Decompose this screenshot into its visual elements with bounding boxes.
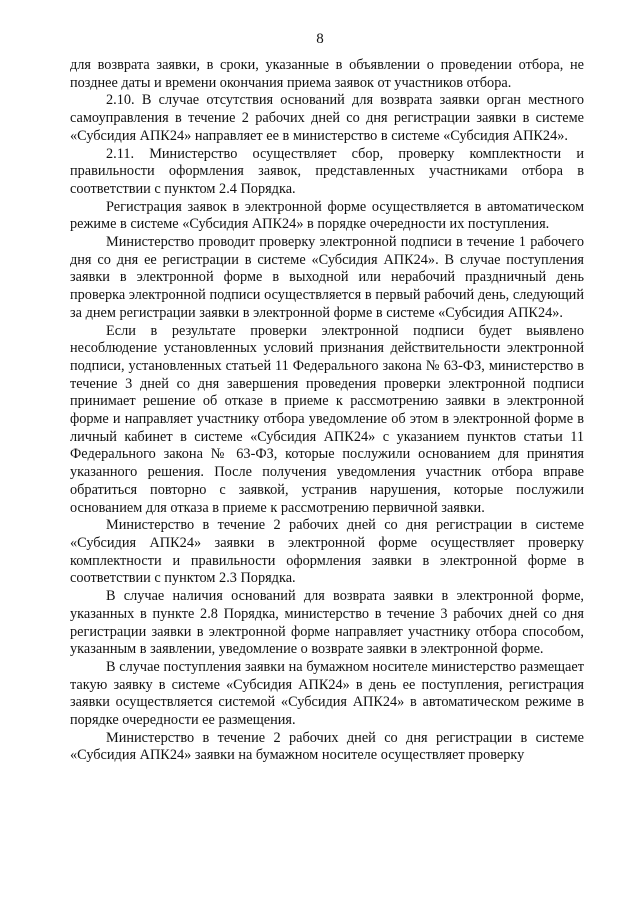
paragraph: для возврата заявки, в сроки, указанные в объявлении о проведении отбора, не позднее даты и времени окончания приема заявок от участников отбора. [70, 57, 584, 91]
paragraph: 2.11. Министерство осуществляет сбор, проверку комплектности и правильности оформления заявок, представленных участниками отбора в соответствии с пунктом 2.4 Порядка. [70, 145, 584, 197]
paragraph: В случае наличия оснований для возврата заявки в электронной форме, указанных в пункте 2.8 Порядка, министерство в течение 3 рабочих дней со дня регистрации заявки в электронной форме направляет участнику отбора способом, указанным в заявлении, уведомление о возврате заявки в электронной форме. [70, 588, 584, 658]
paragraph: Регистрация заявок в электронной форме осуществляется в автоматическом режиме в системе «Субсидия АПК24» в порядке очередности их поступления. [70, 198, 584, 233]
paragraph: Министерство в течение 2 рабочих дней со дня регистрации в системе «Субсидия АПК24» заявки в электронной форме осуществляет проверку комплектности и правильности оформления заявки в электронной форме в соответствии с пунктом 2.3 Порядка. [70, 517, 584, 587]
paragraph: Министерство проводит проверку электронной подписи в течение 1 рабочего дня со дня ее регистрации в системе «Субсидия АПК24». В случае поступления заявки в электронной форме в выходной или нерабочий праздничный день проверка электронной подписи осуществляется в первый рабочий день, следующий за днем регистрации заявки в электронной форме в системе «Субсидия АПК24». [70, 234, 584, 321]
page-number: 8 [316, 31, 324, 47]
paragraph: Если в результате проверки электронной подписи будет выявлено несоблюдение установленных условий признания действительности электронной подписи, установленных статьей 11 Федерального закона № 63-ФЗ, министерство в течение 3 дней со дня завершения проведения проверки электронной подписи принимает решение об отказе в приеме к рассмотрению заявки в электронной форме и направляет участнику отбора уведомление об этом в электронной форме в личный кабинет в системе «Субсидия АПК24» с указанием пунктов статьи 11 Федерального закона № 63-ФЗ, которые послужили основанием для принятия указанного решения. После получения уведомления участник отбора вправе обратиться повторно с заявкой, устранив нарушения, которые послужили основанием для отказа в приеме к рассмотрению первичной заявки. [70, 322, 584, 516]
paragraph: В случае поступления заявки на бумажном носителе министерство размещает такую заявку в системе «Субсидия АПК24» в день ее поступления, регистрация заявки осуществляется системой «Субсидия АПК24» в автоматическом режиме в порядке очередности ее размещения. [70, 658, 584, 729]
paragraph: Министерство в течение 2 рабочих дней со дня регистрации в системе «Субсидия АПК24» заявки на бумажном носителе осуществляет проверку [70, 729, 584, 764]
paragraph: 2.10. В случае отсутствия оснований для возврата заявки орган местного самоуправления в течение 2 рабочих дней со дня регистрации заявки в системе «Субсидия АПК24» направляет ее в министерство в системе «Субсидия АПК24». [70, 92, 584, 144]
document-body [70, 57, 584, 765]
